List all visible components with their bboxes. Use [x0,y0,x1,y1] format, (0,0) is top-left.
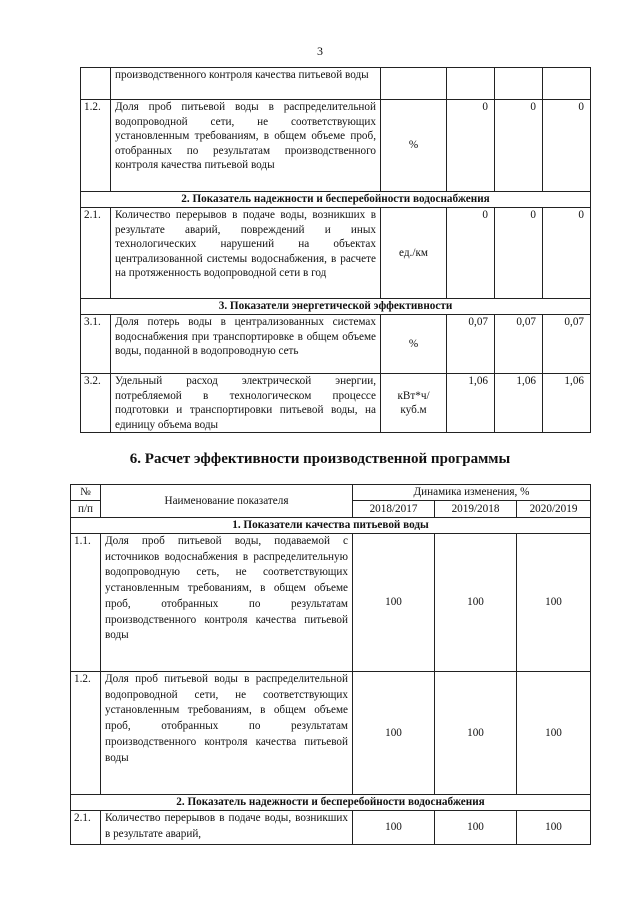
value-cell: 1,06 [495,374,543,433]
unit-cell: % [381,315,447,374]
dynamics-column-header: Динамика изменения, % [353,485,591,501]
value-cell: 100 [435,672,517,795]
value-cell: 100 [517,672,591,795]
value-cell: 1,06 [543,374,591,433]
indicator-name-cell: Количество перерывов в подаче воды, возникших в результате аварий, [101,811,353,845]
name-column-header: Наименование показателя [101,485,353,518]
value-cell: 0 [543,208,591,299]
indicator-name-cell: Доля проб питьевой воды, подаваемой с источников водоснабжения в распределительную водопроводную сеть, не соответствующих установленным требованиям, в общем объеме проб, отобранных по результатам производственного контроля качества питьевой воды [101,534,353,672]
value-cell [543,68,591,100]
table-row [81,100,591,192]
section-row [81,299,591,315]
header-row [71,485,591,501]
value-cell: 100 [353,811,435,845]
table-row [71,672,591,795]
value-cell: 0,07 [543,315,591,374]
row-number-cell [81,68,111,100]
indicator-name-cell: Доля потерь воды в централизованных системах водоснабжения при транспортировке в общем объеме воды, поданной в водопроводную сеть [111,315,381,374]
value-cell: 100 [435,811,517,845]
section-title: 2. Показатель надежности и бесперебойности водоснабжения [71,795,591,811]
value-cell: 100 [353,534,435,672]
section-row [71,795,591,811]
section-row [81,192,591,208]
value-cell: 0,07 [495,315,543,374]
value-cell: 100 [517,811,591,845]
indicator-name-cell: Доля проб питьевой воды в распределительной водопроводной сети, не соответствующих установленным требованиям, в общем объеме проб, отобранных по результатам производственного контроля качества питьевой воды [101,672,353,795]
indicator-name-cell: Удельный расход электрической энергии, потребляемой в технологическом процессе подготовки и транспортировки питьевой воды, на единицу объема воды [111,374,381,433]
value-cell: 100 [353,672,435,795]
value-cell: 0 [543,100,591,192]
year-column-header: 2018/2017 [353,501,435,518]
section-title: 2. Показатель надежности и бесперебойности водоснабжения [81,192,591,208]
value-cell: 0 [447,208,495,299]
unit-cell [381,68,447,100]
year-column-header: 2020/2019 [517,501,591,518]
row-number-cell: 2.1. [71,811,101,845]
efficiency-table [70,484,591,845]
value-cell: 0 [447,100,495,192]
table-row [71,811,591,845]
row-number-cell: 2.1. [81,208,111,299]
value-cell: 1,06 [447,374,495,433]
value-cell: 0 [495,100,543,192]
table-row [81,315,591,374]
value-cell: 100 [435,534,517,672]
row-number-cell: 1.2. [71,672,101,795]
indicator-name-cell: Доля проб питьевой воды в распределительной водопроводной сети, не соответствующих установленным требованиям, в общем объеме проб, отобранных по результатам производственного контроля качества питьевой воды [111,100,381,192]
unit-cell: ед./км [381,208,447,299]
row-number-cell: 3.1. [81,315,111,374]
table-row [71,534,591,672]
indicators-table-continued [80,67,591,433]
section-title: 1. Показатели качества питьевой воды [71,518,591,534]
value-cell: 0 [495,208,543,299]
number-column-header: № [71,485,101,501]
unit-cell: % [381,100,447,192]
indicator-name-cell: производственного контроля качества питьевой воды [111,68,381,100]
table-row [81,208,591,299]
unit-cell: кВт*ч/ куб.м [381,374,447,433]
row-number-cell: 1.1. [71,534,101,672]
row-number-cell: 3.2. [81,374,111,433]
value-cell [495,68,543,100]
value-cell: 100 [517,534,591,672]
section-row [71,518,591,534]
table-row [81,374,591,433]
row-number-cell: 1.2. [81,100,111,192]
value-cell [447,68,495,100]
value-cell: 0,07 [447,315,495,374]
section-title: 3. Показатели энергетической эффективности [81,299,591,315]
page-number: 3 [317,44,323,58]
indicator-name-cell: Количество перерывов в подаче воды, возникших в результате аварий, повреждений и иных технологических нарушений на объектах централизованной системы водоснабжения, в расчете на протяженность водопроводной сети в год [111,208,381,299]
section-heading: 6. Расчет эффективности производственной программы [129,451,511,467]
year-column-header: 2019/2018 [435,501,517,518]
number-column-header: п/п [71,501,101,518]
table-row [81,68,591,100]
